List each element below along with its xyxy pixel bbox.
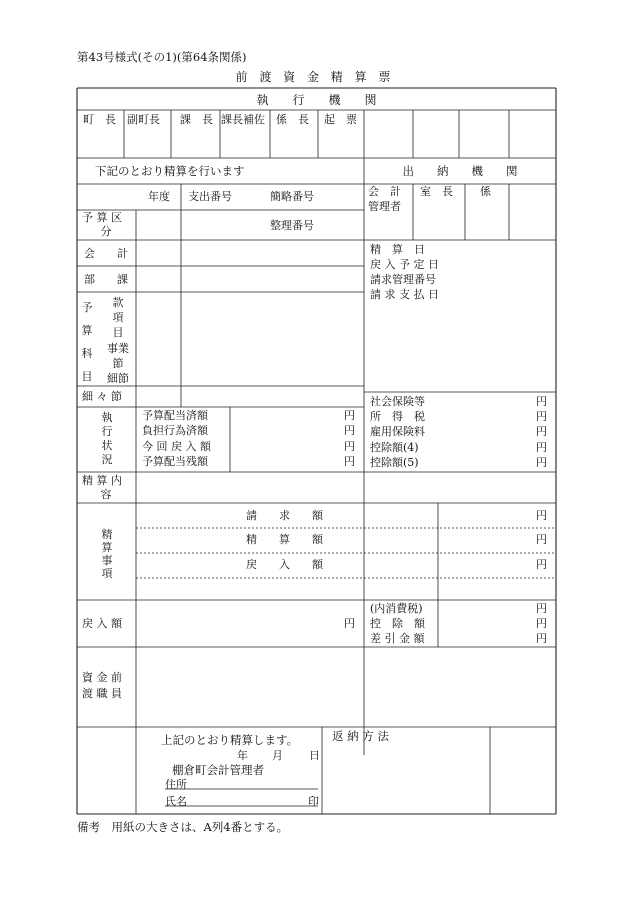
- settlement-date-label: 精 算 日: [370, 243, 425, 256]
- budget-type-label-2: 分: [100, 225, 112, 238]
- account-label: 会 計: [84, 247, 128, 260]
- settled-amount-label: 精 算 額: [246, 533, 323, 546]
- refund-amount-label: 戻 入 額: [246, 558, 323, 571]
- yen-unit: 円: [536, 602, 547, 615]
- payment-number-label: 支出番号: [188, 190, 232, 203]
- refund-label: 戻 入 額: [82, 617, 122, 630]
- form-id: 第43号様式(その1)(第64条関係): [77, 50, 247, 64]
- status-remaining: 予算配当残額: [142, 455, 208, 468]
- yen-unit: 円: [344, 455, 355, 468]
- dept-label: 部 課: [84, 273, 128, 286]
- yen-unit: 円: [536, 425, 547, 438]
- yen-unit: 円: [536, 395, 547, 408]
- signoff-text: 上記のとおり精算します。: [161, 733, 299, 747]
- budget-subject-parts: 款 項 目 事業 節 細節: [107, 296, 129, 386]
- yen-unit: 円: [344, 617, 355, 630]
- net-amount-label: 差 引 金 額: [370, 632, 425, 645]
- footer-note: 備考 用紙の大きさは、A列4番とする。: [77, 820, 289, 834]
- stamp-deputy-mayor: 副町長: [127, 113, 160, 126]
- yen-unit: 円: [536, 441, 547, 454]
- yen-unit: 円: [536, 558, 547, 571]
- fiscal-year-label: 年度: [148, 190, 170, 203]
- treasury-heading: 出 納 機 関: [402, 164, 518, 178]
- stamp-section-chief: 課 長: [180, 113, 213, 126]
- settlement-content-label-2: 容: [100, 488, 112, 501]
- deduction-employment-insurance: 雇用保険料: [370, 425, 425, 438]
- yen-unit: 円: [536, 410, 547, 423]
- treasury-clerk-label: 係: [480, 185, 491, 198]
- settlement-items-label: 精 算 事 項: [101, 528, 113, 580]
- budget-type-label: 予 算 区: [82, 211, 122, 224]
- deduction-amount-label: 控 除 額: [370, 617, 425, 630]
- instruction-text: 下記のとおり精算を行います: [95, 164, 245, 178]
- stamp-assistant-chief: 課長補佐: [221, 113, 265, 126]
- claim-amount-label: 請 求 額: [246, 509, 323, 522]
- sub-item-label: 細 々 節: [82, 390, 122, 403]
- yen-unit: 円: [536, 533, 547, 546]
- status-committed: 負担行為済額: [142, 424, 208, 437]
- treasury-chief-label: 室 長: [420, 185, 453, 198]
- signoff-day: 日: [309, 749, 320, 762]
- settlement-content-label: 精 算 内: [82, 474, 122, 487]
- signoff-office: 棚倉町会計管理者: [172, 763, 264, 777]
- deduction-5: 控除額(5): [370, 456, 419, 469]
- yen-unit: 円: [536, 617, 547, 630]
- execution-status-label: 執 行 状 況: [101, 411, 113, 466]
- signoff-month: 月: [272, 749, 283, 762]
- yen-unit: 円: [536, 456, 547, 469]
- status-refund-now: 今 回 戻 入 額: [142, 440, 211, 453]
- claim-pay-date-label: 請 求 支 払 日: [370, 288, 439, 301]
- refund-due-date-label: 戻 入 予 定 日: [370, 258, 439, 271]
- advance-officer-label-2: 渡 職 員: [82, 687, 122, 700]
- treasury-manager-label: 会 計: [368, 185, 401, 198]
- execution-heading: 執 行 機 関: [256, 93, 377, 107]
- yen-unit: 円: [536, 509, 547, 522]
- yen-unit: 円: [344, 440, 355, 453]
- deduction-4: 控除額(4): [370, 441, 419, 454]
- deduction-income-tax: 所 得 税: [370, 410, 425, 423]
- status-allocated: 予算配当済額: [142, 409, 208, 422]
- deduction-social-insurance: 社会保険等: [370, 395, 425, 408]
- stamp-mayor: 町 長: [83, 113, 116, 126]
- signoff-year: 年: [237, 749, 248, 762]
- yen-unit: 円: [536, 632, 547, 645]
- consumption-tax-label: (内消費税): [370, 602, 423, 615]
- short-number-label: 簡略番号: [270, 190, 314, 203]
- treasury-manager-label-2: 管理者: [368, 200, 401, 213]
- return-method-label: 返 納 方 法: [332, 729, 389, 743]
- reference-number-label: 整理番号: [270, 219, 314, 232]
- signoff-name-label: 氏名: [165, 795, 187, 808]
- form-title: 前 渡 資 金 精 算 票: [235, 70, 395, 84]
- seal-mark: 印: [308, 795, 319, 808]
- claim-number-label: 請求管理番号: [370, 273, 436, 286]
- stamp-unit-chief: 係 長: [276, 113, 309, 126]
- yen-unit: 円: [344, 424, 355, 437]
- stamp-drafter: 起 票: [324, 113, 357, 126]
- budget-subject-label: 予 算 科 目: [81, 301, 93, 383]
- advance-officer-label: 資 金 前: [82, 671, 122, 684]
- yen-unit: 円: [344, 409, 355, 422]
- signoff-address-label: 住所: [165, 778, 187, 791]
